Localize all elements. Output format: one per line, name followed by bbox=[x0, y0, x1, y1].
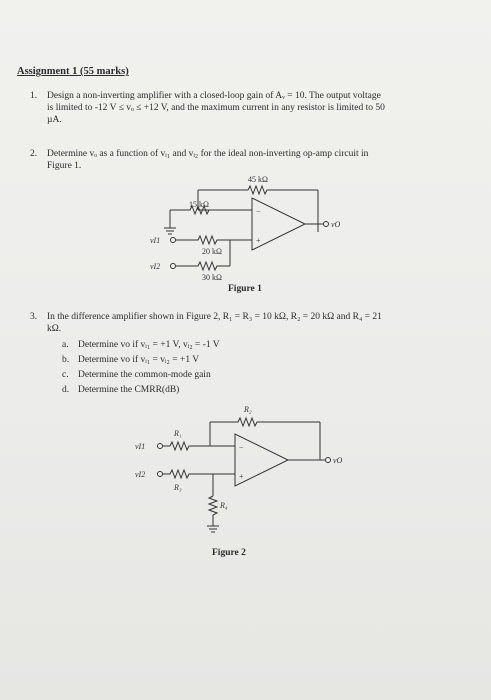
r1-zigzag bbox=[163, 442, 235, 450]
r-in1-zigzag bbox=[176, 236, 230, 244]
input-2-label: vI2 bbox=[135, 470, 146, 479]
output-label: vO bbox=[333, 456, 343, 465]
question-line: µA. bbox=[47, 115, 62, 125]
r-in2-label: 30 kΩ bbox=[202, 273, 222, 282]
part-text: Determine vo if vᵢ₁ = +1 V, vᵢ₂ = -1 V bbox=[78, 340, 220, 350]
part-label: d. bbox=[62, 385, 70, 395]
part-text: Determine the CMRR(dB) bbox=[78, 385, 180, 395]
input-1-label: vI1 bbox=[150, 236, 161, 245]
input-2-label: vI2 bbox=[150, 262, 161, 271]
question-number: 2. bbox=[30, 149, 38, 159]
r3-label: R₃ bbox=[174, 483, 182, 492]
svg-text:−: − bbox=[239, 443, 244, 452]
r4-zigzag bbox=[209, 496, 217, 526]
figure-1-caption: Figure 1 bbox=[228, 284, 262, 294]
question-number: 1. bbox=[30, 91, 38, 101]
output-label: vO bbox=[331, 220, 341, 229]
svg-text:−: − bbox=[256, 207, 261, 216]
svg-text:+: + bbox=[256, 236, 261, 245]
r1-label: R₁ bbox=[174, 429, 182, 438]
r2-zigzag bbox=[210, 418, 320, 426]
r-ground-label: 15 kΩ bbox=[189, 200, 209, 209]
input-1-label: vI1 bbox=[135, 442, 146, 451]
question-line: kΩ. bbox=[47, 324, 62, 334]
question-number: 3. bbox=[30, 312, 38, 322]
r-feedback-zigzag bbox=[240, 186, 275, 194]
question-line: Figure 1. bbox=[47, 161, 82, 171]
r-feedback-label: 45 kΩ bbox=[248, 175, 268, 184]
part-text: Determine the common-mode gain bbox=[78, 370, 211, 380]
part-label: b. bbox=[62, 355, 70, 365]
figure-2-circuit bbox=[135, 400, 360, 545]
svg-text:+: + bbox=[239, 472, 244, 481]
figure-2-caption: Figure 2 bbox=[212, 548, 246, 558]
part-text: Determine vo if vᵢ₁ = vᵢ₂ = +1 V bbox=[78, 355, 200, 365]
r-in1-label: 20 kΩ bbox=[202, 247, 222, 256]
part-label: c. bbox=[62, 370, 69, 380]
part-label: a. bbox=[62, 340, 69, 350]
r2-label: R₂ bbox=[244, 405, 252, 414]
r4-label: R₄ bbox=[220, 501, 228, 510]
assignment-title: Assignment 1 (55 marks) bbox=[17, 66, 129, 77]
r3-zigzag bbox=[163, 470, 235, 478]
question-line: Design a non-inverting amplifier with a closed-loop gain of Aᵥ = 10. The output voltage bbox=[47, 91, 381, 101]
r-in2-zigzag bbox=[176, 262, 230, 270]
question-line: Determine vₒ as a function of vᵢ₁ and vᵢ₂ for the ideal non-inverting op-amp circuit in bbox=[47, 149, 369, 159]
question-line: In the difference amplifier shown in Figure 2, R₁ = R₃ = 10 kΩ, R₂ = 20 kΩ and R₄ = 21 bbox=[47, 312, 382, 322]
figure-1-circuit bbox=[140, 170, 360, 295]
question-line: is limited to -12 V ≤ vₒ ≤ +12 V, and the maximum current in any resistor is limited to 50 bbox=[47, 103, 385, 113]
